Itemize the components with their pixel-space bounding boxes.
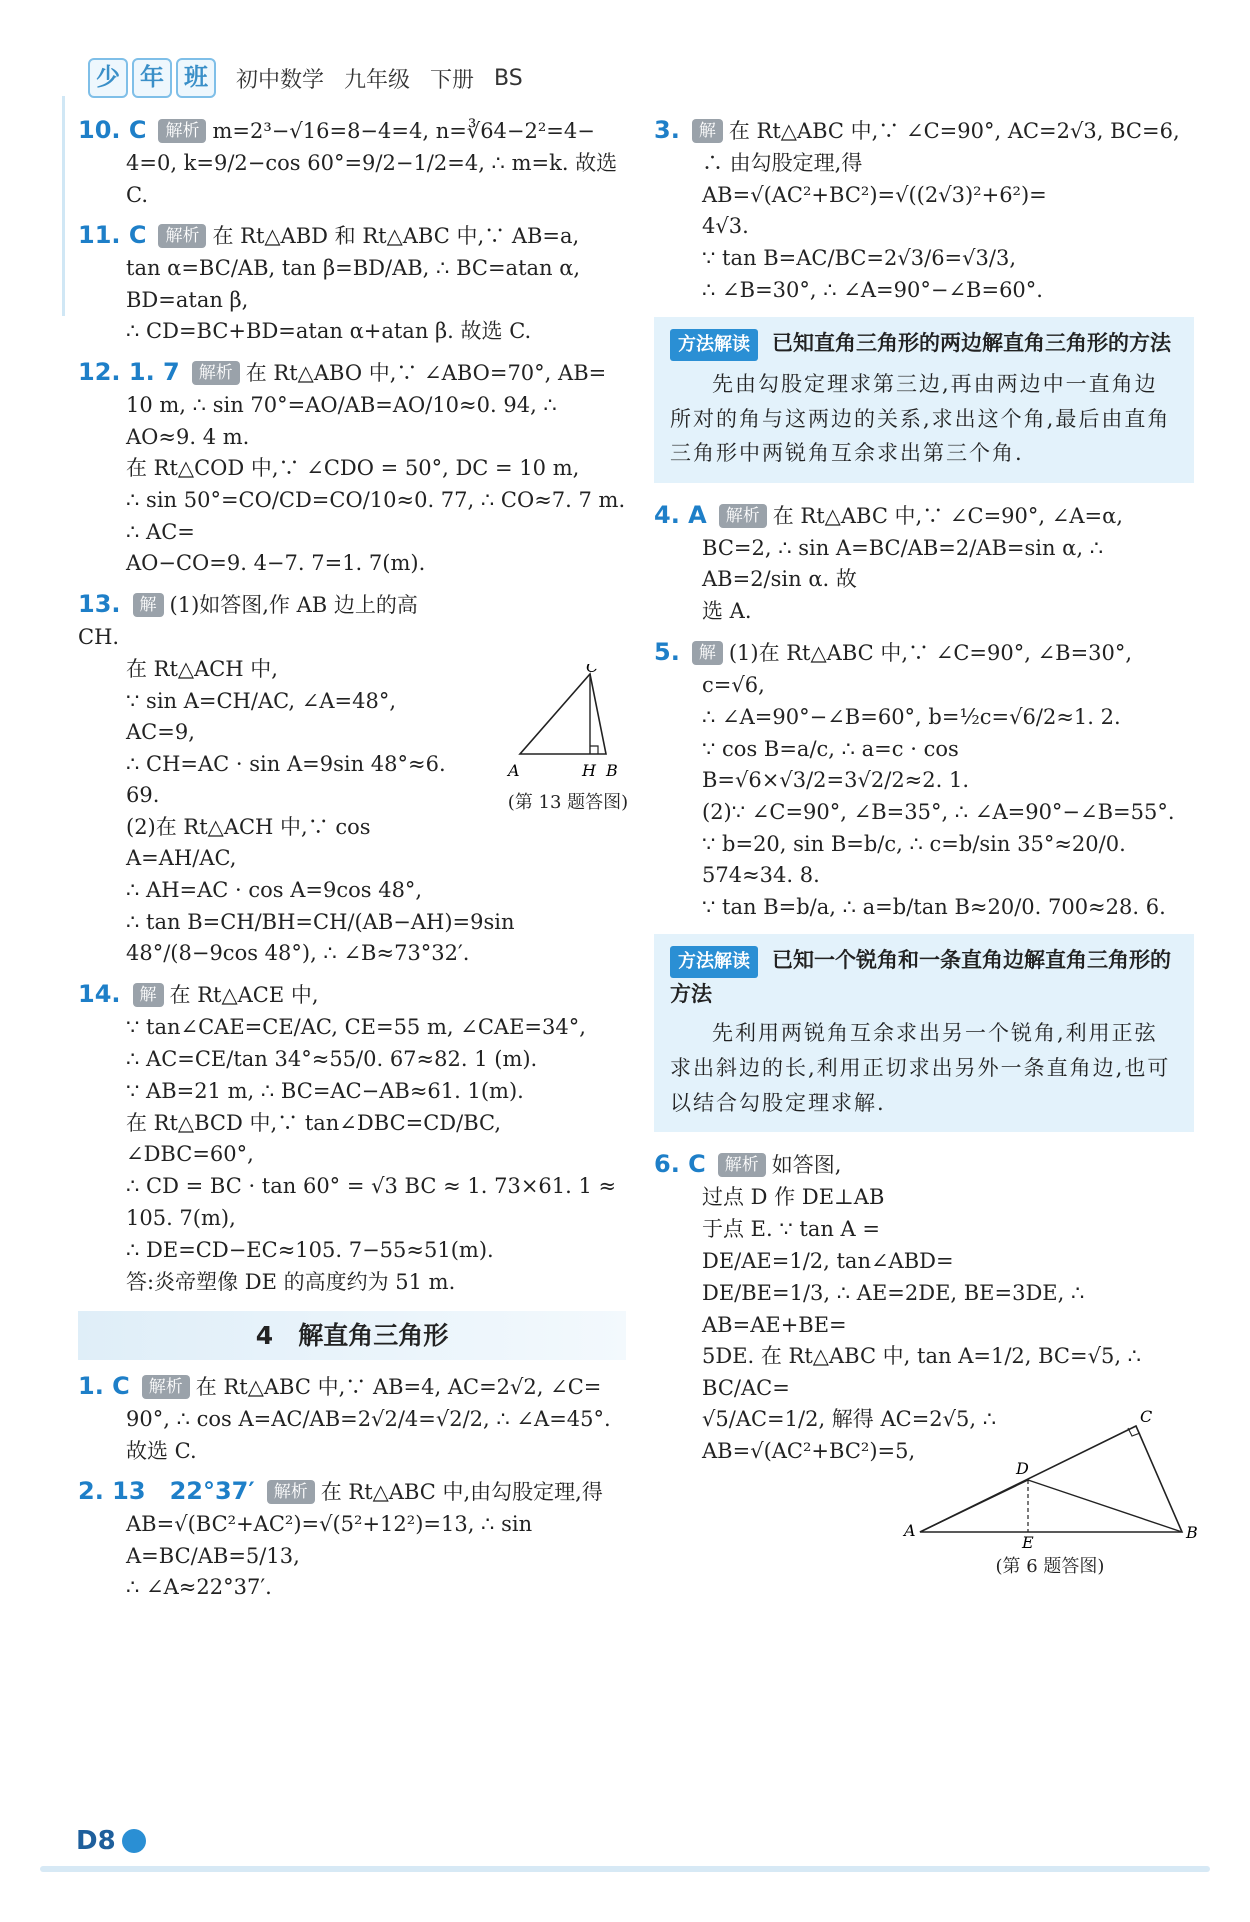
answer-line: ∴ ∠B=30°, ∴ ∠A=90°−∠B=60°. (702, 278, 1043, 302)
triangle-abc (920, 1426, 1182, 1532)
answer-line: ∴ CD = BC · tan 60° = √3 BC ≈ 1. 73×61. 1 ≈ (126, 1173, 617, 1198)
answer-line: AO−CO=9. 4−7. 7=1. 7(m). (126, 551, 426, 575)
answer-line: DE/AE=1/2, tan∠ABD= (702, 1249, 954, 1274)
question-number: 3. (654, 116, 680, 144)
answer-line: ∵ sin A=CH/AC, ∠A=48°, AC=9, (126, 688, 403, 744)
answer-line: 105. 7(m), (126, 1205, 236, 1230)
vertex-label: C (586, 664, 599, 676)
answer-line: ∴ CH=AC · sin A=9sin 48°≈6. 69. (126, 751, 453, 807)
analysis-badge: 解析 (158, 224, 206, 248)
analysis-badge: 解析 (719, 504, 767, 528)
answer-line: (2)在 Rt△ACH 中,∵ cos A=AH/AC, (126, 814, 378, 870)
answer-line: 选 A. (702, 598, 752, 623)
grade-label: 九年级 (344, 67, 411, 93)
method-badge: 方法解读 (670, 329, 758, 361)
answer-line: 在 Rt△BCD 中,∵ tan∠DBC=CD/BC, ∠DBC=60°, (126, 1110, 508, 1166)
page-number: D8 (76, 1826, 116, 1856)
vertex-label: C (1140, 1408, 1153, 1426)
brand-char: 年 (132, 58, 172, 98)
answer-line (78, 217, 626, 253)
question-number: 13. (78, 590, 121, 618)
answer-line: 答:炎帝塑像 DE 的高度约为 51 m. (126, 1269, 456, 1294)
answer-text: 在 Rt△ABC 中,∵ AB=4, AC=2√2, ∠C= (195, 1375, 602, 1399)
answer-line (654, 112, 1194, 148)
figure-caption: (第 13 题答图) (507, 792, 629, 813)
exercise-3 (654, 112, 1194, 307)
vertex-label: H (582, 761, 596, 780)
figure-caption: (第 6 题答图) (995, 1556, 1105, 1577)
question-number: 4. A (654, 500, 707, 529)
answer-line: AB=√(BC²+AC²)=√(5²+12²)=13, ∴ sin A=BC/AB=5/13, (126, 1512, 539, 1568)
answer-text: 在 Rt△ABC 中,∵ ∠C=90°, ∠A=α, (772, 503, 1123, 528)
answer-line: 过点 D 作 DE⊥AB (702, 1185, 885, 1210)
answer-line: ∴ tan B=CH/BH=CH/(AB−AH)=9sin 48°/(8−9cos 48°), ∴ ∠B≈73°32′. (126, 909, 522, 965)
bottom-decor-bar (40, 1866, 1210, 1872)
question-number: 12. 1. 7 (78, 358, 180, 386)
answer-line: 4=0, k=9/2−cos 60°=9/2−1/2=4, ∴ m=k. 故选 C. (126, 151, 624, 207)
answer-line: ∴ ∠A≈22°37′. (126, 1575, 272, 1599)
answer-line: ∴ 由勾股定理,得 AB=√(AC²+BC²)=√((2√3)²+6²)= (702, 151, 1047, 207)
page-footer (76, 1826, 146, 1856)
brand-char: 少 (88, 58, 128, 98)
exercise-2 (78, 1473, 626, 1604)
q6-triangle-diagram (900, 1408, 1200, 1548)
method-badge: 方法解读 (670, 946, 758, 978)
answer-line (654, 1146, 1194, 1182)
answer-text: 如答图, (771, 1153, 842, 1178)
method-body: 先由勾股定理求第三边,再由两边中一直角边所对的角与这两边的关系,求出这个角,最后由直角三角形中两锐角互余求出第三个角. (670, 371, 1171, 466)
method-box (654, 934, 1194, 1132)
vertex-label: E (1022, 1533, 1034, 1548)
vertex-label: D (1016, 1459, 1029, 1478)
answer-text: m=2³−√16=8−4=4, n=∛64−2²=4− (212, 119, 595, 143)
question-14 (78, 976, 626, 1299)
section-title: 4 解直角三角形 (78, 1311, 626, 1361)
answer-line: 5DE. 在 Rt△ABC 中, tan A=1/2, BC=√5, ∴ BC/AC= (702, 1344, 1148, 1400)
answer-line: DE/BE=1/3, ∴ AE=2DE, BE=3DE, ∴ AB=AE+BE= (702, 1281, 1092, 1337)
vertex-label: A (904, 1521, 916, 1540)
answer-line: ∴ sin 50°=CO/CD=CO/10≈0. 77, ∴ CO≈7. 7 m. ∴ AC= (126, 488, 632, 544)
volume-label: 下册 (430, 67, 475, 93)
answer-line: ∵ AB=21 m, ∴ BC=AC−AB≈61. 1(m). (126, 1078, 524, 1103)
subject-label: 初中数学 (236, 67, 325, 93)
right-column (654, 112, 1194, 1473)
answer-line: √5/AC=1/2, 解得 AC=2√5, ∴ AB=√(AC²+BC²)=5, (702, 1407, 1003, 1463)
solution-badge: 解 (133, 593, 164, 617)
question-number: 2. 13 22°37′ (78, 1477, 255, 1505)
left-column (78, 112, 632, 1610)
exercise-5 (654, 634, 1194, 924)
left-decor-bar (62, 96, 65, 316)
analysis-badge: 解析 (267, 1480, 315, 1504)
answer-line (654, 634, 1194, 670)
method-box (654, 317, 1194, 483)
answer-line (78, 976, 626, 1012)
answer-line: BC=2, ∴ sin A=BC/AB=2/AB=sin α, ∴ AB=2/sin α. 故 (702, 535, 1110, 592)
question-number: 14. (78, 979, 121, 1008)
solution-badge: 解 (133, 983, 164, 1007)
answer-line: ∴ DE=CD−EC≈105. 7−55≈51(m). (126, 1237, 494, 1262)
answer-line: 90°, ∴ cos A=AC/AB=2√2/4=√2/2, ∴ ∠A=45°. 故选 C. (126, 1407, 618, 1463)
brand-char: 班 (176, 58, 216, 98)
globe-icon (122, 1829, 146, 1853)
answer-line: ∵ tan B=b/a, ∴ a=b/tan B≈20/0. 700≈28. 6. (702, 894, 1166, 919)
brand-logo (88, 58, 216, 98)
vertex-label: B (606, 761, 618, 780)
q6-figure (900, 1408, 1200, 1578)
answer-line: ∴ AC=CE/tan 34°≈55/0. 67≈82. 1 (m). (126, 1046, 538, 1071)
answer-line (78, 1368, 626, 1404)
analysis-badge: 解析 (158, 119, 206, 143)
solution-badge: 解 (692, 641, 723, 665)
vertex-label: B (1186, 1523, 1198, 1542)
method-title-row (670, 327, 1178, 361)
answer-line: 在 Rt△ACH 中, (126, 656, 278, 681)
answer-text: (1)如答图,作 AB 边上的高 CH. (78, 593, 425, 649)
q13-figure (498, 664, 638, 814)
answer-line: 4√3. (702, 214, 749, 238)
solution-badge: 解 (692, 119, 723, 143)
method-title: 已知一个锐角和一条直角边解直角三角形的方法 (670, 946, 1171, 1006)
analysis-badge: 解析 (142, 1375, 190, 1399)
method-title: 已知直角三角形的两边解直角三角形的方法 (772, 330, 1171, 355)
triangle-abc (520, 674, 606, 754)
answer-line: 10 m, ∴ sin 70°=AO/AB=AO/10≈0. 94, ∴ AO≈9. 4 m. (126, 393, 564, 449)
right-angle-mark (590, 746, 598, 754)
question-number: 5. (654, 637, 680, 666)
answer-line: 在 Rt△COD 中,∵ ∠CDO = 50°, DC = 10 m, (126, 456, 580, 480)
analysis-badge: 解析 (192, 361, 240, 385)
method-body: 先利用两锐角互余求出另一个锐角,利用正弦求出斜边的长,利用正切求出另外一条直角边,也可以结合勾股定理求解. (670, 1021, 1171, 1115)
answer-line (78, 112, 626, 148)
answer-line: ∵ tan∠CAE=CE/AC, CE=55 m, ∠CAE=34°, (126, 1014, 586, 1039)
answer-line: ∴ ∠A=90°−∠B=60°, b=½c=√6/2≈1. 2. (702, 704, 1121, 729)
answer-line: tan α=BC/AB, tan β=BD/AB, ∴ BC=atan α, BD=atan β, (126, 256, 587, 312)
answer-line: ∵ cos B=a/c, ∴ a=c · cos B=√6×√3/2=3√2/2≈2. 1. (702, 736, 970, 793)
question-number: 6. C (654, 1150, 706, 1179)
analysis-badge: 解析 (718, 1153, 766, 1177)
answer-text: 在 Rt△ABO 中,∵ ∠ABO=70°, AB= (245, 361, 607, 385)
page-header (88, 58, 523, 98)
exercise-4 (654, 497, 1194, 628)
answer-line (654, 497, 1194, 533)
vertex-label: A (508, 761, 520, 780)
answer-line: (2)∵ ∠C=90°, ∠B=35°, ∴ ∠A=90°−∠B=55°. (702, 799, 1175, 824)
answer-line: ∵ b=20, sin B=b/c, ∴ c=b/sin 35°≈20/0. 574≈34. 8. (702, 831, 1133, 888)
question-12 (78, 354, 632, 580)
answer-line (78, 1473, 626, 1509)
answer-line (78, 586, 456, 654)
answer-text: 在 Rt△ABD 和 Rt△ABC 中,∵ AB=a, (212, 224, 580, 248)
question-11 (78, 217, 626, 348)
answer-text: 在 Rt△ACE 中, (169, 982, 319, 1007)
answer-line: c=√6, (702, 672, 765, 697)
segment-ad (920, 1480, 1028, 1532)
question-number: 1. C (78, 1372, 130, 1400)
segment-db (1028, 1480, 1182, 1532)
question-number: 10. C (78, 116, 147, 144)
answer-line: 于点 E. ∵ tan A = (702, 1217, 880, 1242)
method-title-row (670, 944, 1178, 1010)
answer-text: (1)在 Rt△ABC 中,∵ ∠C=90°, ∠B=30°, (728, 640, 1133, 665)
question-10 (78, 112, 626, 211)
answer-text: 在 Rt△ABC 中,∵ ∠C=90°, AC=2√3, BC=6, (728, 119, 1180, 143)
answer-line (78, 354, 626, 390)
question-number: 11. C (78, 221, 147, 249)
answer-line: ∴ AH=AC · cos A=9cos 48°, (126, 877, 423, 902)
answer-line: ∴ CD=BC+BD=atan α+atan β. 故选 C. (126, 319, 532, 343)
q13-triangle-diagram (498, 664, 638, 784)
answer-line: ∵ tan B=AC/BC=2√3/6=√3/3, (702, 246, 1017, 270)
edition-label: BS (494, 65, 523, 91)
answer-text: 在 Rt△ABC 中,由勾股定理,得 (320, 1480, 603, 1504)
exercise-1 (78, 1368, 626, 1467)
